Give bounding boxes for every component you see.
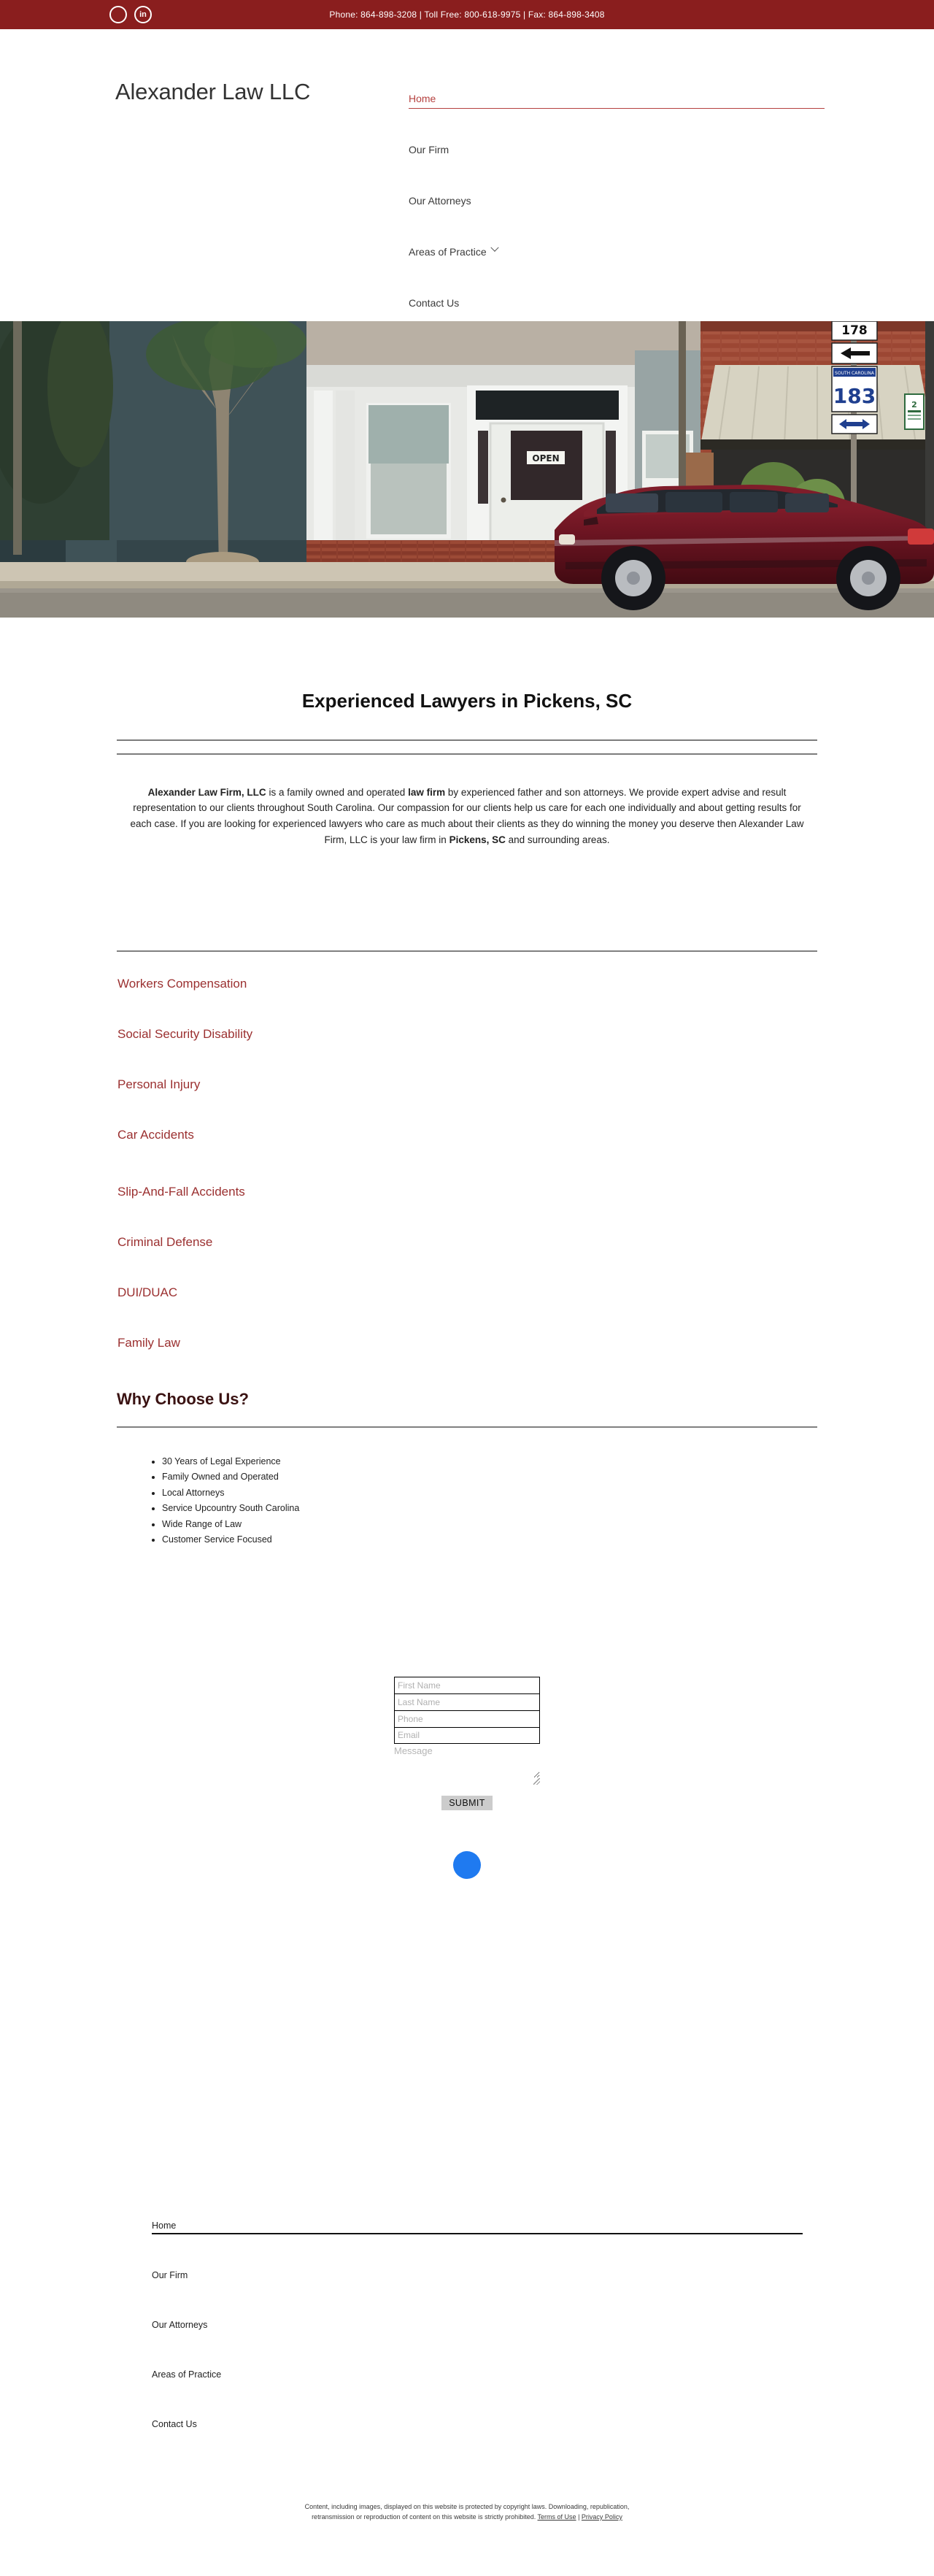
practice-link-slip-and-fall-accidents[interactable]: Slip-And-Fall Accidents [117,1184,245,1199]
textarea-resize-handle[interactable] [394,1778,540,1787]
contact-form [394,1677,540,1810]
email-field[interactable] [394,1727,540,1744]
facebook-icon[interactable] [109,6,127,23]
divider-top [117,739,817,741]
footer-nav-item-home[interactable] [152,2221,803,2270]
top-utility-bar [0,0,934,29]
practice-link-criminal-defense[interactable]: Criminal Defense [117,1234,213,1249]
submit-button[interactable]: SUBMIT [441,1796,493,1810]
list-item: • Local Attorneys [162,1485,817,1502]
intro-paragraph [117,785,817,848]
legal-line-1: Content, including images, displayed on this website is protected by copyright laws. Downloading, republication, [304,2502,630,2510]
footer-nav-item-our-attorneys[interactable] [152,2320,803,2369]
phone-field[interactable] [394,1710,540,1727]
divider-top-2 [117,753,817,755]
list-item: • Family Owned and Operated [162,1469,817,1485]
linkedin-icon[interactable]: in [134,6,152,23]
spacer [117,1091,817,1129]
footer-nav-label: Our Firm [152,2269,188,2280]
list-item: • 30 Years of Legal Experience [162,1454,817,1470]
intro-text-3: and surrounding areas. [505,834,610,846]
hero-illustration [0,321,934,618]
copyright-notice [0,2469,934,2543]
site-logo-text[interactable]: Alexander Law LLC [115,79,311,104]
practice-link-social-security-disability[interactable]: Social Security Disability [117,1026,253,1041]
practice-link-workers-compensation[interactable]: Workers Compensation [117,976,247,991]
footer-nav-label: Home [152,2220,177,2231]
footer-nav-item-our-firm[interactable] [152,2270,803,2320]
spacer [117,1040,817,1078]
spacer-block [117,858,817,950]
nav-item-home[interactable] [409,93,825,145]
list-item: • Service Upcountry South Carolina [162,1501,817,1517]
message-textarea[interactable] [394,1756,540,1778]
spacer-block-2 [117,1548,817,1677]
main-navigation [409,93,825,349]
main-content [0,630,934,2220]
why-choose-us-list [117,1454,817,1548]
legal-separator: | [576,2512,582,2521]
intro-firm-name: Alexander Law Firm, LLC [147,786,266,798]
practice-areas-list [117,952,817,1349]
blue-circle-widget[interactable] [453,1851,481,1879]
footer-nav-item-areas-of-practice[interactable] [152,2369,803,2419]
message-label: Message [394,1745,433,1756]
svg-text:OPEN: OPEN [532,453,560,464]
svg-text:2: 2 [911,400,917,410]
first-name-field[interactable] [394,1677,540,1693]
nav-label: Home [409,93,436,104]
practice-link-dui-duac[interactable]: DUI/DUAC [117,1285,178,1299]
spacer [117,1248,817,1286]
svg-text:178: 178 [841,323,868,338]
footer-navigation [131,2221,803,2469]
page-title: Experienced Lawyers in Pickens, SC [301,690,633,712]
spacer [117,1299,817,1337]
svg-text:183: 183 [833,384,876,408]
social-links [109,0,152,29]
practice-link-personal-injury[interactable]: Personal Injury [117,1077,201,1091]
practice-link-family-law[interactable]: Family Law [117,1335,180,1350]
spacer-block-3 [0,1879,934,2221]
footer-nav-label: Contact Us [152,2418,197,2429]
spacer [117,1141,817,1185]
spacer [117,1198,817,1236]
nav-active-underline [409,108,825,109]
nav-item-our-firm[interactable] [409,145,825,196]
nav-item-our-attorneys[interactable] [409,196,825,247]
contact-phone-line: Phone: 864-898-3208 | Toll Free: 800-618-9975 | Fax: 864-898-3408 [329,9,605,20]
intro-text-1: is a family owned and operated [266,786,409,798]
nav-label: Contact Us [409,297,460,309]
footer-nav-item-contact-us[interactable] [152,2419,803,2469]
why-choose-us-heading: Why Choose Us? [117,1389,249,1408]
nav-item-areas-of-practice[interactable] [409,247,825,298]
intro-location-bold: Pickens, SC [449,834,506,846]
privacy-policy-link[interactable]: Privacy Policy [581,2512,622,2521]
footer-nav-label: Areas of Practice [152,2369,222,2380]
list-item: • Wide Range of Law [162,1517,817,1533]
site-header [0,29,934,321]
spacer [117,990,817,1028]
site-footer [0,2221,934,2543]
intro-text-2: by experienced father and son attorneys. We provide expert advise and result representation to our clients throughout South Carolina. Our compassion for our clients help us care for each one individually and about getting results for each case. If you are looking for experienced lawyers who care as much about their clients as they do winning the money you deserve then Alexander Law Firm, LLC is your law firm in [130,786,804,846]
nav-label: Our Attorneys [409,195,471,207]
nav-label: Our Firm [409,144,449,155]
contact-form-section [0,1677,934,1879]
hero-street-photo [0,321,934,618]
svg-text:SOUTH CAROLINA: SOUTH CAROLINA [835,371,874,376]
divider-why-choose-us [117,1426,817,1428]
nav-label: Areas of Practice [409,246,487,258]
last-name-field[interactable] [394,1693,540,1710]
terms-of-use-link[interactable]: Terms of Use [537,2512,576,2521]
intro-lawfirm-bold: law firm [408,786,446,798]
footer-nav-label: Our Attorneys [152,2319,208,2330]
practice-link-car-accidents[interactable]: Car Accidents [117,1127,194,1142]
list-item: • Customer Service Focused [162,1532,817,1548]
legal-line-2: retransmission or reproduction of content on this website is strictly prohibited. [312,2512,538,2521]
footer-nav-underline [152,2233,803,2234]
